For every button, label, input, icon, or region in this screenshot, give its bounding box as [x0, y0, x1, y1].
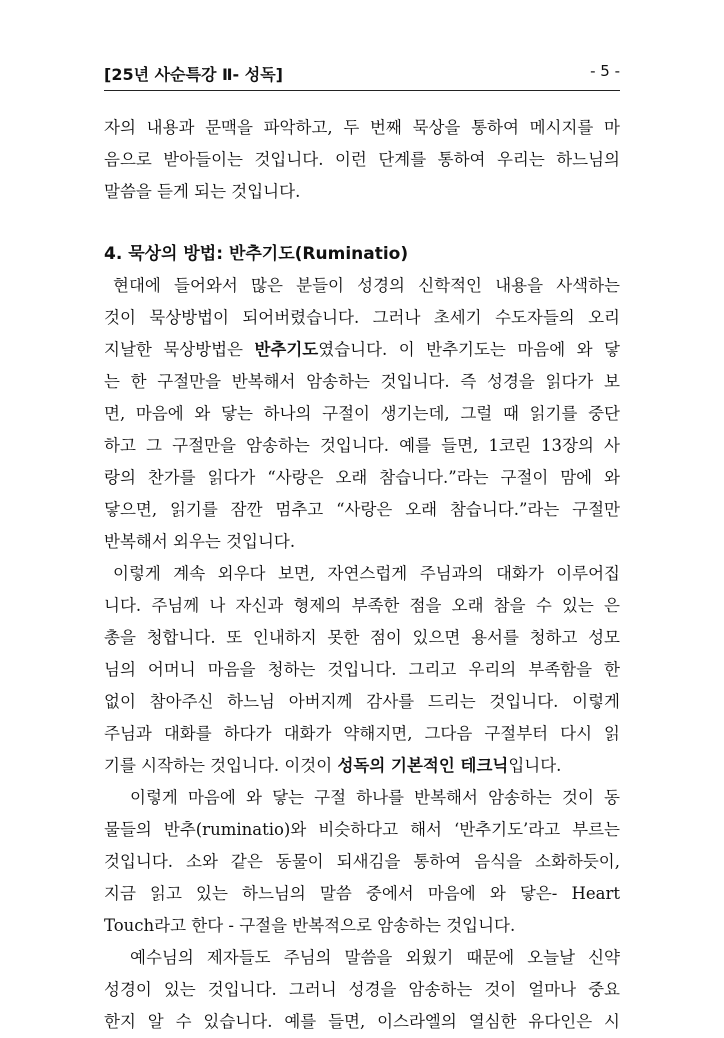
- text-line: 는 한 구절만을 반복해서 암송하는 것입니다. 즉 성경을 읽다가 보: [104, 372, 620, 391]
- text-line: 니다. 주님께 나 자신과 형제의 부족한 점을 오래 참을 수 있는 은: [104, 596, 620, 615]
- text-line: 현대에 들어와서 많은 분들이 성경의 신학적인 내용을 사색하는: [113, 276, 620, 295]
- text-line: 주님과 대화를 하다가 대화가 약해지면, 그다음 구절부터 다시 읽: [104, 724, 620, 743]
- text-line: 총을 청합니다. 또 인내하지 못한 점이 있으면 용서를 청하고 성모: [104, 628, 620, 647]
- emphasis-text: 반추기도: [254, 340, 319, 359]
- paragraph: [104, 558, 620, 782]
- text-line: [104, 750, 620, 782]
- text-line: 물들의 반추(ruminatio)와 비슷하다고 해서 ‘반추기도’라고 부르는: [104, 820, 620, 839]
- paragraph: [104, 112, 620, 208]
- text-line: 음으로 받아들이는 것입니다. 이런 단계를 통하여 우리는 하느님의: [104, 150, 620, 169]
- header-title: [25년 사순특강 Ⅱ- 성독]: [104, 65, 283, 84]
- text-line: 닿으면, 읽기를 잠깐 멈추고 “사랑은 오래 참습니다.”라는 구절만: [104, 500, 620, 519]
- paragraph: [104, 270, 620, 558]
- text-line: 자의 내용과 문맥을 파악하고, 두 번째 묵상을 통하여 메시지를 마: [104, 118, 620, 137]
- page-number: - 5 -: [590, 62, 620, 80]
- text-line: 반복해서 외우는 것입니다.: [104, 532, 296, 551]
- text-line: 없이 참아주신 하느님 아버지께 감사를 드리는 것입니다. 이렇게: [104, 692, 620, 711]
- text-line: 이렇게 마음에 와 닿는 구절 하나를 반복해서 암송하는 것이 동: [130, 788, 620, 807]
- text-line: 것이 묵상방법이 되어버렸습니다. 그러나 초세기 수도자들의 오리: [104, 308, 620, 327]
- text-segment: 지날한 묵상방법은: [104, 340, 255, 359]
- text-line: 하고 그 구절만을 암송하는 것입니다. 예를 들면, 1코린 13장의 사: [104, 436, 620, 455]
- text-segment: 입니다.: [508, 756, 562, 775]
- text-line: 님의 어머니 마음을 청하는 것입니다. 그리고 우리의 부족함을 한: [104, 660, 620, 679]
- text-line: 랑의 찬가를 읽다가 “사랑은 오래 참습니다.”라는 구절이 맘에 와: [104, 468, 620, 487]
- text-line: 말씀을 듣게 되는 것입니다.: [104, 182, 301, 201]
- section-heading: 4. 묵상의 방법: 반추기도(Ruminatio): [104, 244, 409, 264]
- text-line: 것입니다. 소와 같은 동물이 되새김을 통하여 음식을 소화하듯이,: [104, 852, 620, 871]
- text-line: 이렇게 계속 외우다 보면, 자연스럽게 주님과의 대화가 이루어집: [113, 564, 620, 583]
- text-line: 지금 읽고 있는 하느님의 말씀 중에서 마음에 와 닿은- Heart: [104, 884, 620, 903]
- page-header: [104, 60, 620, 88]
- text-line: 예수님의 제자들도 주님의 말씀을 외웠기 때문에 오늘날 신약: [130, 948, 620, 967]
- paragraph: [104, 782, 620, 942]
- text-segment: 였습니다. 이 반추기도는 마음에 와 닿: [318, 340, 620, 359]
- text-line: 면, 마음에 와 닿는 하나의 구절이 생기는데, 그럴 때 읽기를 중단: [104, 404, 620, 423]
- emphasis-text: 성독의 기본적인 테크닉: [337, 756, 509, 775]
- paragraph: [104, 942, 620, 1038]
- text-line: [104, 334, 620, 366]
- text-line: Touch라고 한다 - 구절을 반복적으로 암송하는 것입니다.: [104, 916, 516, 935]
- header-rule: [104, 90, 620, 91]
- text-line: 성경이 있는 것입니다. 그러니 성경을 암송하는 것이 얼마나 중요: [104, 980, 620, 999]
- text-segment: 기를 시작하는 것입니다. 이것이: [104, 756, 338, 775]
- text-line: 한지 알 수 있습니다. 예를 들면, 이스라엘의 열심한 유다인은 시: [104, 1012, 620, 1031]
- document-body: [104, 112, 620, 1038]
